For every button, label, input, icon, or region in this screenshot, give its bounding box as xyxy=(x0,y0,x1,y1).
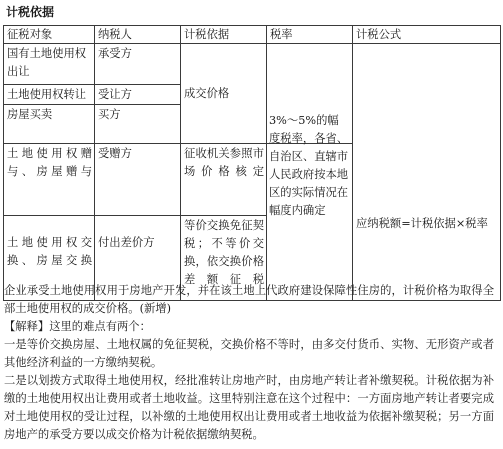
notes xyxy=(4,282,494,444)
header-cell: 纳税人 xyxy=(95,26,181,44)
basis-cell: 征收机关参照市场价格核定 xyxy=(181,144,267,216)
taxpayer-cell: 受赠方 xyxy=(95,144,181,216)
object-cell: 土地使用权交换、房屋交换 xyxy=(4,216,95,301)
explanation-label: 【解释】 xyxy=(4,320,50,333)
taxpayer-cell: 付出差价方 xyxy=(95,216,181,301)
rate-text: 3%～5%的幅度税率，各省、自治区、直辖市人民政府按本地区的实际情况在幅度内确定 xyxy=(269,114,349,217)
formula-text: 应纳税额=计税依据×税率 xyxy=(356,217,488,230)
taxpayer-cell: 承受方 xyxy=(95,44,181,85)
table-header-row xyxy=(4,26,501,44)
tax-basis-table xyxy=(3,25,501,301)
basis-cell-shared xyxy=(181,44,267,144)
header-cell: 征税对象 xyxy=(4,26,95,44)
header-cell: 税率 xyxy=(267,26,353,44)
note-paragraph: 企业承受土地使用权用于房地产开发，并在该土地上代政府建设保障性住房的，计税价格为取得全部土地使用权的成交价格。(新增) xyxy=(4,284,494,315)
object-cell: 土地使用权转让 xyxy=(4,85,95,105)
object-cell: 国有土地使用权出让 xyxy=(4,44,95,85)
header-cell: 计税依据 xyxy=(181,26,267,44)
note-paragraph: 【解释】这里的难点有两个： xyxy=(4,320,151,333)
formula-cell xyxy=(353,44,501,301)
taxpayer-cell: 受让方 xyxy=(95,85,181,105)
note-paragraph: 二是以划拨方式取得土地使用权，经批准转让房地产时，由房地产转让者补缴契税。计税依据为补缴的土地使用权出让费用或者土地收益。这里特别注意在这个过程中：一方面房地产转让者要完成对土地使用权的受让过程，以补缴的土地使用权出让费用或者土地收益为依据补缴契税；另一方面房地产的承受方要以成交价格为计税依据缴纳契税。 xyxy=(4,374,494,441)
taxpayer-cell: 买方 xyxy=(95,105,181,144)
basis-cell: 等价交换免征契税；不等价交换，依交换价格差额征税 xyxy=(181,216,267,301)
object-cell: 土地使用权赠与、房屋赠与 xyxy=(4,144,95,216)
section-title: 计税依据 xyxy=(6,5,55,19)
table-row xyxy=(4,44,501,85)
shared-basis-text: 成交价格 xyxy=(184,87,230,100)
header-cell: 计税公式 xyxy=(353,26,501,44)
object-cell: 房屋买卖 xyxy=(4,105,95,144)
rate-cell xyxy=(267,114,353,301)
note-paragraph: 一是等价交换房屋、土地权属的免征契税，交换价格不等时，由多交付货币、实物、无形资产或者其他经济利益的一方缴纳契税。 xyxy=(4,338,494,369)
